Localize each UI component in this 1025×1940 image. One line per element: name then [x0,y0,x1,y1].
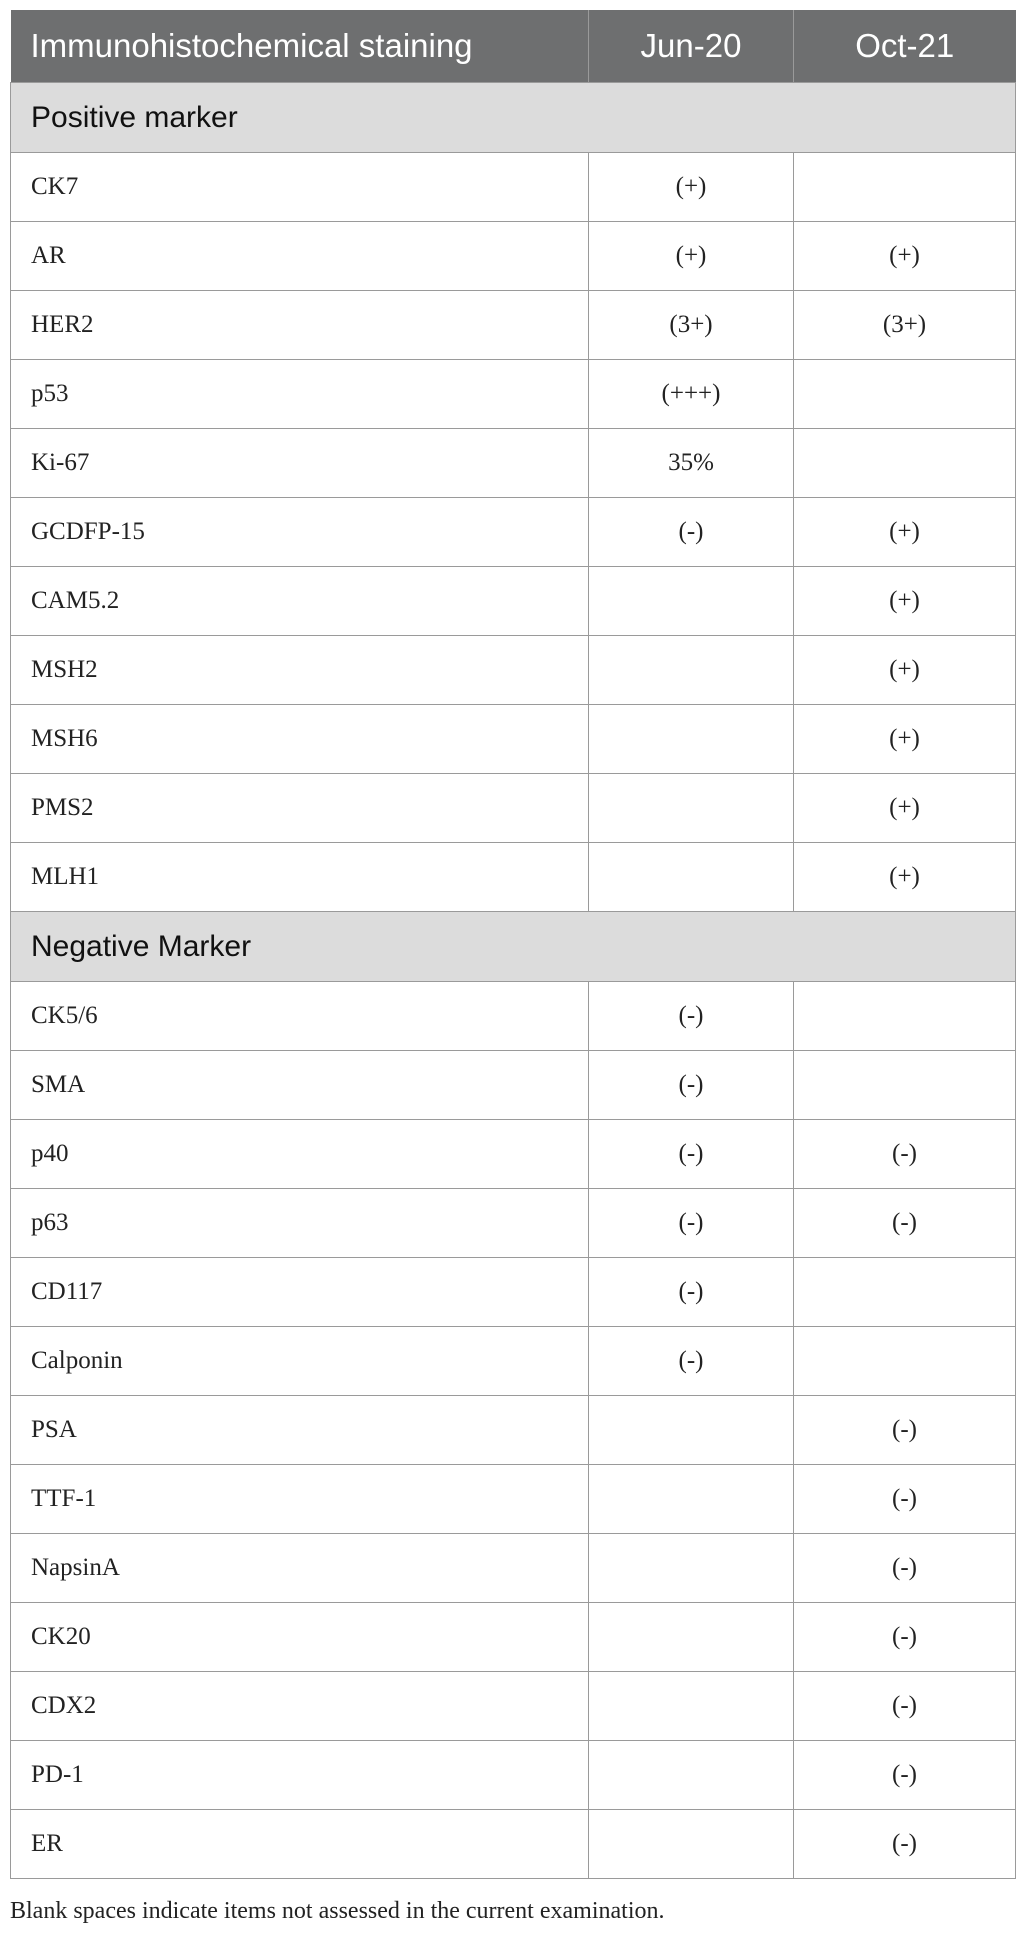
oct-21-cell: (+) [794,774,1016,843]
marker-cell: GCDFP-15 [11,498,589,567]
marker-cell: MSH2 [11,636,589,705]
jun-20-cell: (+) [589,153,794,222]
table-row [11,429,1016,498]
oct-21-cell: (+) [794,705,1016,774]
marker-cell: CK20 [11,1603,589,1672]
table-row [11,843,1016,912]
table-header-row [11,10,1016,83]
table-row [11,222,1016,291]
marker-cell: CD117 [11,1258,589,1327]
table-row [11,1603,1016,1672]
oct-21-cell: (-) [794,1534,1016,1603]
table-row [11,1465,1016,1534]
marker-cell: ER [11,1810,589,1879]
oct-21-cell: (+) [794,636,1016,705]
jun-20-cell [589,774,794,843]
jun-20-cell: (-) [589,982,794,1051]
section-positive-title: Positive marker [11,83,1016,153]
oct-21-cell: (-) [794,1120,1016,1189]
table-row [11,1189,1016,1258]
header-staining: Immunohistochemical staining [11,10,589,83]
table-row [11,774,1016,843]
table-row [11,291,1016,360]
marker-cell: p63 [11,1189,589,1258]
table-row [11,1672,1016,1741]
marker-cell: PD-1 [11,1741,589,1810]
jun-20-cell: (-) [589,1120,794,1189]
table-row [11,153,1016,222]
marker-cell: NapsinA [11,1534,589,1603]
table-row [11,1327,1016,1396]
oct-21-cell: (+) [794,843,1016,912]
oct-21-cell [794,153,1016,222]
oct-21-cell: (-) [794,1396,1016,1465]
section-negative [11,912,1016,982]
table-row [11,1120,1016,1189]
header-oct-21: Oct-21 [794,10,1016,83]
jun-20-cell [589,1810,794,1879]
oct-21-cell: (-) [794,1603,1016,1672]
marker-cell: p53 [11,360,589,429]
marker-cell: MSH6 [11,705,589,774]
table-row [11,1396,1016,1465]
marker-cell: TTF-1 [11,1465,589,1534]
jun-20-cell [589,705,794,774]
oct-21-cell: (3+) [794,291,1016,360]
oct-21-cell: (-) [794,1189,1016,1258]
jun-20-cell: (+++) [589,360,794,429]
marker-cell: CAM5.2 [11,567,589,636]
section-negative-title: Negative Marker [11,912,1016,982]
marker-cell: p40 [11,1120,589,1189]
marker-cell: Calponin [11,1327,589,1396]
oct-21-cell: (-) [794,1741,1016,1810]
table-footnote: Blank spaces indicate items not assessed in the current examination. [10,1898,665,1924]
table-row [11,1534,1016,1603]
jun-20-cell [589,636,794,705]
table-row [11,1258,1016,1327]
section-positive [11,83,1016,153]
marker-cell: CDX2 [11,1672,589,1741]
jun-20-cell: 35% [589,429,794,498]
staining-table [10,10,1016,1879]
table-row [11,1810,1016,1879]
oct-21-cell [794,1051,1016,1120]
jun-20-cell: (+) [589,222,794,291]
table-row [11,1741,1016,1810]
jun-20-cell [589,1534,794,1603]
marker-cell: MLH1 [11,843,589,912]
jun-20-cell [589,1741,794,1810]
jun-20-cell [589,1672,794,1741]
table-row [11,705,1016,774]
jun-20-cell [589,1396,794,1465]
table-row [11,360,1016,429]
oct-21-cell: (+) [794,498,1016,567]
marker-cell: PSA [11,1396,589,1465]
oct-21-cell [794,1327,1016,1396]
jun-20-cell [589,1603,794,1672]
marker-cell: CK5/6 [11,982,589,1051]
header-jun-20: Jun-20 [589,10,794,83]
jun-20-cell: (-) [589,1258,794,1327]
marker-cell: CK7 [11,153,589,222]
jun-20-cell [589,1465,794,1534]
oct-21-cell: (-) [794,1672,1016,1741]
oct-21-cell: (-) [794,1465,1016,1534]
marker-cell: AR [11,222,589,291]
oct-21-cell [794,429,1016,498]
table-row [11,567,1016,636]
jun-20-cell: (-) [589,1189,794,1258]
marker-cell: SMA [11,1051,589,1120]
marker-cell: HER2 [11,291,589,360]
table-row [11,498,1016,567]
jun-20-cell: (-) [589,1051,794,1120]
oct-21-cell: (-) [794,1810,1016,1879]
jun-20-cell: (3+) [589,291,794,360]
marker-cell: PMS2 [11,774,589,843]
jun-20-cell [589,567,794,636]
oct-21-cell [794,1258,1016,1327]
jun-20-cell [589,843,794,912]
table-row [11,636,1016,705]
oct-21-cell: (+) [794,567,1016,636]
table-body [11,83,1016,1879]
marker-cell: Ki-67 [11,429,589,498]
table-row [11,1051,1016,1120]
jun-20-cell: (-) [589,498,794,567]
oct-21-cell [794,982,1016,1051]
staining-table-container [10,10,1015,1879]
jun-20-cell: (-) [589,1327,794,1396]
oct-21-cell [794,360,1016,429]
table-row [11,982,1016,1051]
oct-21-cell: (+) [794,222,1016,291]
